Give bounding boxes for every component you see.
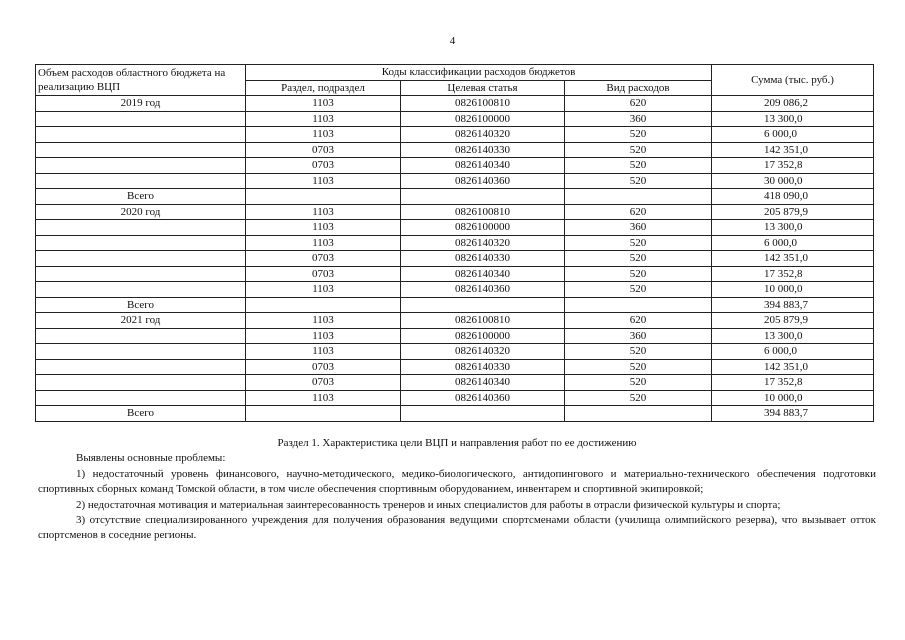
target-cell: 0826100810 xyxy=(401,96,565,112)
volume-cell xyxy=(36,328,246,344)
sum-cell: 13 300,0 xyxy=(712,111,874,127)
target-cell: 0826100810 xyxy=(401,204,565,220)
sum-column-header: Сумма (тыс. руб.) xyxy=(712,65,874,96)
section-cell: 0703 xyxy=(246,266,401,282)
sum-cell: 142 351,0 xyxy=(712,142,874,158)
target-cell: 0826140320 xyxy=(401,235,565,251)
section-cell: 1103 xyxy=(246,204,401,220)
type-cell: 520 xyxy=(565,266,712,282)
type-cell: 520 xyxy=(565,158,712,174)
table-row xyxy=(36,328,874,344)
type-cell: 620 xyxy=(565,96,712,112)
document-text xyxy=(38,436,876,544)
table-row xyxy=(36,344,874,360)
section-cell: 1103 xyxy=(246,127,401,143)
section-cell xyxy=(246,406,401,422)
target-cell: 0826140360 xyxy=(401,282,565,298)
volume-cell xyxy=(36,390,246,406)
volume-cell: Всего xyxy=(36,189,246,205)
volume-cell xyxy=(36,251,246,267)
problem-1: 1) недостаточный уровень финансового, научно-методического, медико-биологического, антидопингового и материально-технического обеспечения подготовки спортивных сборных команд Томской области, в том числе обеспечения спортивным оборудованием, инвентарем и спортивной экипировкой; xyxy=(38,467,876,496)
table-row xyxy=(36,297,874,313)
volume-cell: Всего xyxy=(36,406,246,422)
sum-cell: 205 879,9 xyxy=(712,204,874,220)
table-row xyxy=(36,313,874,329)
sum-cell: 17 352,8 xyxy=(712,158,874,174)
target-cell: 0826100000 xyxy=(401,111,565,127)
target-cell: 0826140340 xyxy=(401,266,565,282)
table-row xyxy=(36,142,874,158)
section-cell: 1103 xyxy=(246,235,401,251)
sum-cell: 142 351,0 xyxy=(712,251,874,267)
type-cell: 520 xyxy=(565,251,712,267)
section-cell: 0703 xyxy=(246,158,401,174)
table-row xyxy=(36,390,874,406)
target-cell: 0826140330 xyxy=(401,359,565,375)
table-row xyxy=(36,204,874,220)
volume-cell xyxy=(36,359,246,375)
target-cell xyxy=(401,189,565,205)
section-cell: 1103 xyxy=(246,344,401,360)
type-cell: 520 xyxy=(565,235,712,251)
sum-cell: 30 000,0 xyxy=(712,173,874,189)
volume-cell xyxy=(36,235,246,251)
table-row xyxy=(36,111,874,127)
type-cell xyxy=(565,406,712,422)
section-cell: 1103 xyxy=(246,313,401,329)
section-cell: 1103 xyxy=(246,328,401,344)
sum-cell: 209 086,2 xyxy=(712,96,874,112)
type-cell: 520 xyxy=(565,127,712,143)
problem-3: 3) отсутствие специализированного учреждения для получения образования ведущими спортсменами области (училища олимпийского резерва), что вызывает отток спортсменов в соседние регионы. xyxy=(38,514,876,542)
target-cell xyxy=(401,297,565,313)
type-cell: 360 xyxy=(565,111,712,127)
sum-cell: 17 352,8 xyxy=(712,375,874,391)
type-cell xyxy=(565,189,712,205)
volume-cell: 2021 год xyxy=(36,313,246,329)
section-cell: 1103 xyxy=(246,390,401,406)
section-cell: 1103 xyxy=(246,111,401,127)
section-cell: 1103 xyxy=(246,96,401,112)
sum-cell: 205 879,9 xyxy=(712,313,874,329)
sum-cell: 394 883,7 xyxy=(712,406,874,422)
target-cell: 0826140320 xyxy=(401,127,565,143)
sum-cell: 13 300,0 xyxy=(712,328,874,344)
type-cell: 360 xyxy=(565,328,712,344)
table-row xyxy=(36,282,874,298)
type-cell: 620 xyxy=(565,313,712,329)
sum-cell: 6 000,0 xyxy=(712,127,874,143)
section-cell: 0703 xyxy=(246,359,401,375)
table-row xyxy=(36,251,874,267)
sum-cell: 6 000,0 xyxy=(712,235,874,251)
type-cell xyxy=(565,297,712,313)
codes-group-header: Коды классификации расходов бюджетов xyxy=(246,65,712,81)
type-cell: 520 xyxy=(565,282,712,298)
table-row xyxy=(36,189,874,205)
sum-cell: 6 000,0 xyxy=(712,344,874,360)
target-cell: 0826140330 xyxy=(401,251,565,267)
sum-cell: 142 351,0 xyxy=(712,359,874,375)
table-row xyxy=(36,235,874,251)
sum-cell: 418 090,0 xyxy=(712,189,874,205)
type-cell: 520 xyxy=(565,173,712,189)
volume-cell xyxy=(36,142,246,158)
section-cell: 0703 xyxy=(246,142,401,158)
volume-cell xyxy=(36,220,246,236)
section-column-header: Раздел, подраздел xyxy=(246,80,401,96)
target-cell: 0826140360 xyxy=(401,173,565,189)
volume-cell xyxy=(36,375,246,391)
volume-cell xyxy=(36,282,246,298)
table-row xyxy=(36,406,874,422)
type-cell: 360 xyxy=(565,220,712,236)
volume-column-header: Объем расходов областного бюджета на реализацию ВЦП xyxy=(36,65,246,96)
sum-cell: 10 000,0 xyxy=(712,390,874,406)
table-header-row-1 xyxy=(36,65,874,81)
sum-cell: 10 000,0 xyxy=(712,282,874,298)
type-cell: 520 xyxy=(565,344,712,360)
volume-cell xyxy=(36,158,246,174)
section-cell: 1103 xyxy=(246,282,401,298)
type-column-header: Вид расходов xyxy=(565,80,712,96)
target-cell: 0826100810 xyxy=(401,313,565,329)
type-cell: 620 xyxy=(565,204,712,220)
target-cell: 0826140330 xyxy=(401,142,565,158)
budget-table xyxy=(35,64,874,422)
table-row xyxy=(36,96,874,112)
table-body xyxy=(36,96,874,422)
table-row xyxy=(36,375,874,391)
target-cell: 0826100000 xyxy=(401,220,565,236)
table-row xyxy=(36,359,874,375)
section-cell: 0703 xyxy=(246,251,401,267)
section-cell xyxy=(246,297,401,313)
target-cell xyxy=(401,406,565,422)
target-cell: 0826140320 xyxy=(401,344,565,360)
page-number: 4 xyxy=(449,35,456,47)
volume-cell xyxy=(36,173,246,189)
section-cell: 0703 xyxy=(246,375,401,391)
table-row xyxy=(36,220,874,236)
volume-cell: 2019 год xyxy=(36,96,246,112)
table-row xyxy=(36,158,874,174)
section-cell: 1103 xyxy=(246,173,401,189)
volume-cell xyxy=(36,111,246,127)
table-row xyxy=(36,127,874,143)
type-cell: 520 xyxy=(565,375,712,391)
volume-cell xyxy=(36,127,246,143)
target-cell: 0826140340 xyxy=(401,375,565,391)
type-cell: 520 xyxy=(565,142,712,158)
section-cell: 1103 xyxy=(246,220,401,236)
volume-cell: Всего xyxy=(36,297,246,313)
section-cell xyxy=(246,189,401,205)
type-cell: 520 xyxy=(565,390,712,406)
table-row xyxy=(36,173,874,189)
target-cell: 0826140360 xyxy=(401,390,565,406)
sum-cell: 394 883,7 xyxy=(712,297,874,313)
volume-cell xyxy=(36,344,246,360)
type-cell: 520 xyxy=(565,359,712,375)
volume-cell: 2020 год xyxy=(36,204,246,220)
target-cell: 0826140340 xyxy=(401,158,565,174)
section-heading: Раздел 1. Характеристика цели ВЦП и направления работ по ее достижению xyxy=(277,437,637,449)
problem-2: 2) недостаточная мотивация и материальная заинтересованность тренеров и иных специалистов для работы в отрасли физической культуры и спорта; xyxy=(76,498,781,511)
target-cell: 0826100000 xyxy=(401,328,565,344)
sum-cell: 13 300,0 xyxy=(712,220,874,236)
intro-text: Выявлены основные проблемы: xyxy=(76,452,226,465)
target-column-header: Целевая статья xyxy=(401,80,565,96)
volume-cell xyxy=(36,266,246,282)
sum-cell: 17 352,8 xyxy=(712,266,874,282)
table-row xyxy=(36,266,874,282)
